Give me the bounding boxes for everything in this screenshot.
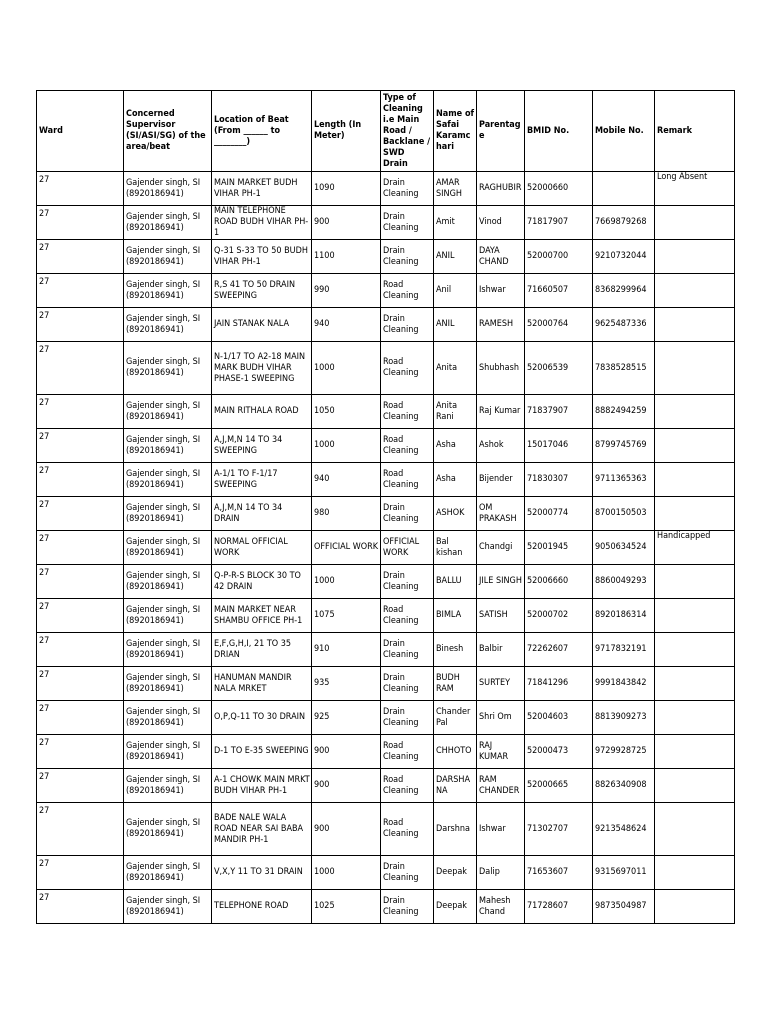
cell-ward: 27 (37, 463, 124, 497)
cell-ward: 27 (37, 206, 124, 240)
cell-bmid: 15017046 (525, 429, 593, 463)
cell-bmid: 71817907 (525, 206, 593, 240)
cell-cleaning-type: Drain Cleaning (381, 890, 434, 924)
cell-length: 1090 (312, 172, 381, 206)
cell-ward: 27 (37, 890, 124, 924)
cell-location: TELEPHONE ROAD (212, 890, 312, 924)
cell-mobile: 8860049293 (593, 565, 655, 599)
cell-location: NORMAL OFFICIAL WORK (212, 531, 312, 565)
cell-bmid: 71728607 (525, 890, 593, 924)
cell-length: 1100 (312, 240, 381, 274)
cell-parentage: RAM CHANDER (477, 769, 525, 803)
cell-cleaning-type: Road Cleaning (381, 429, 434, 463)
header-supervisor: Concerned Supervisor (SI/ASI/SG) of the area/beat (124, 91, 212, 172)
cell-parentage: Chandgi (477, 531, 525, 565)
cell-mobile: 8920186314 (593, 599, 655, 633)
table-row (37, 274, 735, 308)
cell-parentage: RAMESH (477, 308, 525, 342)
cell-remark (655, 395, 735, 429)
cell-mobile: 9729928725 (593, 735, 655, 769)
cell-parentage: Ashok (477, 429, 525, 463)
cell-remark (655, 497, 735, 531)
table-row (37, 856, 735, 890)
table-row (37, 599, 735, 633)
cell-remark (655, 599, 735, 633)
cell-karamchari-name: Asha (434, 463, 477, 497)
cell-karamchari-name: Chander Pal (434, 701, 477, 735)
cell-supervisor: Gajender singh, SI (8920186941) (124, 531, 212, 565)
cell-parentage: RAJ KUMAR (477, 735, 525, 769)
cell-length: 1075 (312, 599, 381, 633)
cell-remark (655, 701, 735, 735)
cell-location: A,J,M,N 14 TO 34 DRAIN (212, 497, 312, 531)
cell-cleaning-type: Road Cleaning (381, 342, 434, 395)
cell-cleaning-type: Drain Cleaning (381, 701, 434, 735)
cell-cleaning-type: Road Cleaning (381, 395, 434, 429)
cell-karamchari-name: Asha (434, 429, 477, 463)
cell-cleaning-type: Road Cleaning (381, 463, 434, 497)
cell-bmid: 71837907 (525, 395, 593, 429)
cell-mobile: 8882494259 (593, 395, 655, 429)
cell-bmid: 52000702 (525, 599, 593, 633)
cell-parentage: Ishwar (477, 803, 525, 856)
cell-parentage: JILE SINGH (477, 565, 525, 599)
cell-remark (655, 633, 735, 667)
cell-karamchari-name: Bal kishan (434, 531, 477, 565)
cell-cleaning-type: Road Cleaning (381, 735, 434, 769)
cell-location: R,S 41 TO 50 DRAIN SWEEPING (212, 274, 312, 308)
cell-mobile: 9050634524 (593, 531, 655, 565)
cell-length: 1000 (312, 565, 381, 599)
cell-supervisor: Gajender singh, SI (8920186941) (124, 463, 212, 497)
cell-karamchari-name: ANIL (434, 240, 477, 274)
cell-location: A,J,M,N 14 TO 34 SWEEPING (212, 429, 312, 463)
cell-remark: Long Absent (655, 172, 735, 206)
cell-supervisor: Gajender singh, SI (8920186941) (124, 856, 212, 890)
cell-karamchari-name: Amit (434, 206, 477, 240)
cell-supervisor: Gajender singh, SI (8920186941) (124, 890, 212, 924)
cell-length: 900 (312, 206, 381, 240)
cell-location: Q-31 S-33 TO 50 BUDH VIHAR PH-1 (212, 240, 312, 274)
cell-supervisor: Gajender singh, SI (8920186941) (124, 599, 212, 633)
cell-location: V,X,Y 11 TO 31 DRAIN (212, 856, 312, 890)
cell-length: 1000 (312, 342, 381, 395)
cell-bmid: 52000473 (525, 735, 593, 769)
cell-supervisor: Gajender singh, SI (8920186941) (124, 633, 212, 667)
cell-length: 940 (312, 463, 381, 497)
cell-karamchari-name: DARSHANA (434, 769, 477, 803)
cell-remark (655, 274, 735, 308)
table-row (37, 172, 735, 206)
cell-bmid: 71830307 (525, 463, 593, 497)
cell-cleaning-type: OFFICIAL WORK (381, 531, 434, 565)
cell-supervisor: Gajender singh, SI (8920186941) (124, 395, 212, 429)
cell-remark (655, 803, 735, 856)
cell-supervisor: Gajender singh, SI (8920186941) (124, 565, 212, 599)
cell-cleaning-type: Road Cleaning (381, 803, 434, 856)
cell-location: JAIN STANAK NALA (212, 308, 312, 342)
header-cleaning-type: Type of Cleaning i.e Main Road / Backlane / SWD Drain (381, 91, 434, 172)
cell-bmid: 52000665 (525, 769, 593, 803)
table-row (37, 890, 735, 924)
cell-karamchari-name: AMAR SINGH (434, 172, 477, 206)
cell-cleaning-type: Drain Cleaning (381, 497, 434, 531)
cell-remark (655, 856, 735, 890)
beat-allocation-table (36, 90, 735, 924)
header-remark: Remark (655, 91, 735, 172)
cell-ward: 27 (37, 856, 124, 890)
cell-ward: 27 (37, 240, 124, 274)
cell-length: 1000 (312, 429, 381, 463)
cell-supervisor: Gajender singh, SI (8920186941) (124, 769, 212, 803)
cell-location: E,F,G,H,I, 21 TO 35 DRIAN (212, 633, 312, 667)
table-row (37, 395, 735, 429)
cell-remark (655, 769, 735, 803)
cell-ward: 27 (37, 701, 124, 735)
cell-remark (655, 206, 735, 240)
cell-remark (655, 565, 735, 599)
table-row (37, 769, 735, 803)
cell-cleaning-type: Road Cleaning (381, 769, 434, 803)
table-row (37, 667, 735, 701)
cell-mobile: 7669879268 (593, 206, 655, 240)
header-length: Length (In Meter) (312, 91, 381, 172)
table-row (37, 633, 735, 667)
cell-parentage: Shri Om (477, 701, 525, 735)
cell-ward: 27 (37, 274, 124, 308)
cell-length: 900 (312, 803, 381, 856)
cell-bmid: 52006660 (525, 565, 593, 599)
cell-length: 935 (312, 667, 381, 701)
cell-length: 900 (312, 735, 381, 769)
cell-ward: 27 (37, 633, 124, 667)
header-ward: Ward (37, 91, 124, 172)
cell-location: D-1 TO E-35 SWEEPING (212, 735, 312, 769)
cell-bmid: 52006539 (525, 342, 593, 395)
cell-mobile: 9717832191 (593, 633, 655, 667)
cell-location: Q-P-R-S BLOCK 30 TO 42 DRAIN (212, 565, 312, 599)
cell-ward: 27 (37, 531, 124, 565)
cell-parentage: Ishwar (477, 274, 525, 308)
table-row (37, 342, 735, 395)
cell-karamchari-name: Darshna (434, 803, 477, 856)
cell-location: A-1 CHOWK MAIN MRKT BUDH VIHAR PH-1 (212, 769, 312, 803)
cell-supervisor: Gajender singh, SI (8920186941) (124, 803, 212, 856)
cell-cleaning-type: Drain Cleaning (381, 667, 434, 701)
cell-ward: 27 (37, 769, 124, 803)
cell-remark (655, 342, 735, 395)
cell-mobile: 9625487336 (593, 308, 655, 342)
cell-mobile (593, 172, 655, 206)
cell-cleaning-type: Drain Cleaning (381, 240, 434, 274)
cell-parentage: Mahesh Chand (477, 890, 525, 924)
cell-length: OFFICIAL WORK (312, 531, 381, 565)
cell-location: MAIN MARKET BUDH VIHAR PH-1 (212, 172, 312, 206)
cell-location: BADE NALE WALA ROAD NEAR SAI BABA MANDIR PH-1 (212, 803, 312, 856)
cell-karamchari-name: ANIL (434, 308, 477, 342)
document-page (36, 90, 735, 924)
cell-cleaning-type: Road Cleaning (381, 274, 434, 308)
cell-parentage: OM PRAKASH (477, 497, 525, 531)
cell-length: 1000 (312, 856, 381, 890)
cell-cleaning-type: Drain Cleaning (381, 206, 434, 240)
header-parentage: Parentage (477, 91, 525, 172)
table-row (37, 735, 735, 769)
cell-mobile: 8799745769 (593, 429, 655, 463)
cell-supervisor: Gajender singh, SI (8920186941) (124, 667, 212, 701)
table-row (37, 308, 735, 342)
cell-parentage: Raj Kumar (477, 395, 525, 429)
cell-supervisor: Gajender singh, SI (8920186941) (124, 240, 212, 274)
cell-length: 1025 (312, 890, 381, 924)
table-row (37, 497, 735, 531)
cell-bmid: 52004603 (525, 701, 593, 735)
header-bmid: BMID No. (525, 91, 593, 172)
cell-remark (655, 667, 735, 701)
cell-location: A-1/1 TO F-1/17 SWEEPING (212, 463, 312, 497)
cell-cleaning-type: Drain Cleaning (381, 565, 434, 599)
cell-karamchari-name: Deepak (434, 890, 477, 924)
cell-mobile: 9210732044 (593, 240, 655, 274)
cell-supervisor: Gajender singh, SI (8920186941) (124, 735, 212, 769)
cell-ward: 27 (37, 735, 124, 769)
cell-length: 925 (312, 701, 381, 735)
table-row (37, 701, 735, 735)
cell-cleaning-type: Drain Cleaning (381, 308, 434, 342)
cell-karamchari-name: Anita Rani (434, 395, 477, 429)
cell-remark (655, 735, 735, 769)
cell-mobile: 9991843842 (593, 667, 655, 701)
cell-mobile: 8700150503 (593, 497, 655, 531)
cell-remark (655, 429, 735, 463)
table-row (37, 240, 735, 274)
cell-cleaning-type: Drain Cleaning (381, 172, 434, 206)
table-row (37, 429, 735, 463)
cell-bmid: 52000774 (525, 497, 593, 531)
cell-length: 910 (312, 633, 381, 667)
cell-mobile: 9711365363 (593, 463, 655, 497)
cell-supervisor: Gajender singh, SI (8920186941) (124, 429, 212, 463)
cell-karamchari-name: Deepak (434, 856, 477, 890)
cell-parentage: DAYA CHAND (477, 240, 525, 274)
cell-cleaning-type: Drain Cleaning (381, 856, 434, 890)
cell-mobile: 8368299964 (593, 274, 655, 308)
cell-parentage: SATISH (477, 599, 525, 633)
cell-parentage: Balbir (477, 633, 525, 667)
cell-remark (655, 890, 735, 924)
cell-karamchari-name: Anil (434, 274, 477, 308)
cell-bmid: 71302707 (525, 803, 593, 856)
cell-supervisor: Gajender singh, SI (8920186941) (124, 172, 212, 206)
cell-bmid: 52000660 (525, 172, 593, 206)
cell-mobile: 9315697011 (593, 856, 655, 890)
header-location: Location of Beat (From ______ to ________) (212, 91, 312, 172)
cell-parentage: Shubhash (477, 342, 525, 395)
table-row (37, 565, 735, 599)
cell-bmid: 52000700 (525, 240, 593, 274)
cell-length: 980 (312, 497, 381, 531)
cell-supervisor: Gajender singh, SI (8920186941) (124, 274, 212, 308)
cell-bmid: 71841296 (525, 667, 593, 701)
cell-ward: 27 (37, 803, 124, 856)
cell-karamchari-name: CHHOTO (434, 735, 477, 769)
cell-parentage: SURTEY (477, 667, 525, 701)
cell-parentage: RAGHUBIR (477, 172, 525, 206)
cell-cleaning-type: Road Cleaning (381, 599, 434, 633)
table-row (37, 531, 735, 565)
cell-location: O,P,Q-11 TO 30 DRAIN (212, 701, 312, 735)
header-karamchari: Name of Safai Karamchari (434, 91, 477, 172)
cell-parentage: Vinod (477, 206, 525, 240)
cell-cleaning-type: Drain Cleaning (381, 633, 434, 667)
cell-bmid: 72262607 (525, 633, 593, 667)
table-body (37, 172, 735, 924)
cell-bmid: 71653607 (525, 856, 593, 890)
cell-karamchari-name: Binesh (434, 633, 477, 667)
cell-length: 940 (312, 308, 381, 342)
cell-ward: 27 (37, 308, 124, 342)
cell-ward: 27 (37, 667, 124, 701)
cell-length: 1050 (312, 395, 381, 429)
cell-ward: 27 (37, 395, 124, 429)
cell-length: 990 (312, 274, 381, 308)
cell-ward: 27 (37, 172, 124, 206)
table-row (37, 803, 735, 856)
cell-length: 900 (312, 769, 381, 803)
cell-supervisor: Gajender singh, SI (8920186941) (124, 342, 212, 395)
cell-karamchari-name: BUDH RAM (434, 667, 477, 701)
cell-supervisor: Gajender singh, SI (8920186941) (124, 701, 212, 735)
cell-mobile: 7838528515 (593, 342, 655, 395)
cell-bmid: 52000764 (525, 308, 593, 342)
cell-supervisor: Gajender singh, SI (8920186941) (124, 497, 212, 531)
cell-supervisor: Gajender singh, SI (8920186941) (124, 206, 212, 240)
cell-location: N-1/17 TO A2-18 MAIN MARK BUDH VIHAR PHASE-1 SWEEPING (212, 342, 312, 395)
cell-ward: 27 (37, 565, 124, 599)
cell-parentage: Dalip (477, 856, 525, 890)
cell-bmid: 71660507 (525, 274, 593, 308)
cell-ward: 27 (37, 429, 124, 463)
header-mobile: Mobile No. (593, 91, 655, 172)
cell-karamchari-name: ASHOK (434, 497, 477, 531)
cell-mobile: 9213548624 (593, 803, 655, 856)
cell-location: MAIN TELEPHONE ROAD BUDH VIHAR PH-1 (212, 206, 312, 240)
cell-karamchari-name: Anita (434, 342, 477, 395)
cell-remark: Handicapped (655, 531, 735, 565)
table-row (37, 463, 735, 497)
cell-remark (655, 240, 735, 274)
cell-bmid: 52001945 (525, 531, 593, 565)
cell-karamchari-name: BIMLA (434, 599, 477, 633)
cell-karamchari-name: BALLU (434, 565, 477, 599)
cell-remark (655, 308, 735, 342)
cell-mobile: 8826340908 (593, 769, 655, 803)
cell-mobile: 9873504987 (593, 890, 655, 924)
cell-location: MAIN MARKET NEAR SHAMBU OFFICE PH-1 (212, 599, 312, 633)
table-row (37, 206, 735, 240)
cell-location: MAIN RITHALA ROAD (212, 395, 312, 429)
cell-ward: 27 (37, 497, 124, 531)
cell-supervisor: Gajender singh, SI (8920186941) (124, 308, 212, 342)
cell-mobile: 8813909273 (593, 701, 655, 735)
cell-location: HANUMAN MANDIR NALA MRKET (212, 667, 312, 701)
cell-ward: 27 (37, 342, 124, 395)
cell-parentage: Bijender (477, 463, 525, 497)
cell-ward: 27 (37, 599, 124, 633)
cell-remark (655, 463, 735, 497)
header-row (37, 91, 735, 172)
